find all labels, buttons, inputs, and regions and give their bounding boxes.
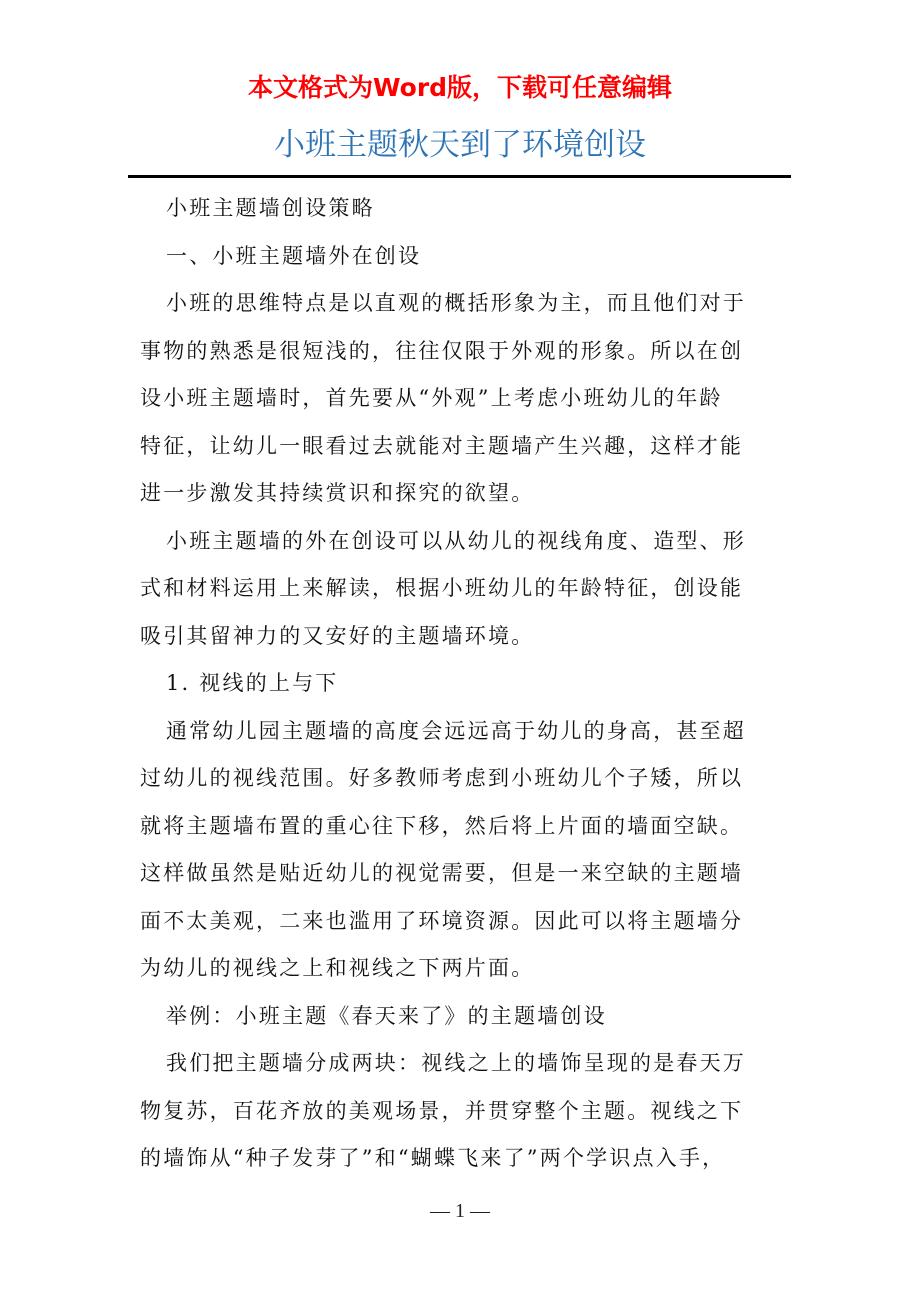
paragraph-line: 设小班主题墙时，首先要从“外观”上考虑小班幼儿的年龄 (140, 386, 723, 410)
paragraph-line: 就将主题墙布置的重心往下移，然后将上片面的墙面空缺。 (140, 813, 744, 838)
document-title: 小班主题秋天到了环境创设 (274, 127, 646, 163)
paragraph-line: 过幼儿的视线范围。好多教师考虑到小班幼儿个子矮，所以 (140, 766, 744, 790)
paragraph-line: 通常幼儿园主题墙的高度会远远高于幼儿的身高，甚至超 (166, 718, 746, 743)
paragraph-line: 面不太美观，二来也滥用了环境资源。因此可以将主题墙分 (140, 908, 744, 933)
paragraph-line: 这样做虽然是贴近幼儿的视觉需要，但是一来空缺的主题墙 (140, 861, 744, 885)
paragraph-line: 事物的熟悉是很短浅的，往往仅限于外观的形象。所以在创 (140, 338, 744, 363)
paragraph-line: 吸引其留神力的又安好的主题墙环境。 (140, 623, 535, 648)
document-body (140, 185, 785, 1183)
format-notice-banner: 本文格式为Word版，下载可任意编辑 (247, 73, 673, 102)
header-rule (128, 175, 791, 178)
example-heading: 举例：小班主题《春天来了》的主题墙创设 (166, 1003, 607, 1028)
section-heading: 小班主题墙创设策略 (166, 196, 375, 220)
paragraph-line: 我们把主题墙分成两块：视线之上的墙饰呈现的是春天万 (166, 1051, 746, 1075)
paragraph-line: 为幼儿的视线之上和视线之下两片面。 (140, 956, 535, 980)
numbered-heading: 1. 视线的上与下 (166, 671, 339, 695)
paragraph-line: 特征，让幼儿一眼看过去就能对主题墙产生兴趣，这样才能 (140, 433, 744, 458)
paragraph-line: 小班的思维特点是以直观的概括形象为主，而且他们对于 (166, 291, 746, 315)
paragraph-line: 进一步激发其持续赏识和探究的欲望。 (140, 481, 535, 505)
paragraph-line: 的墙饰从“种子发芽了”和“蝴蝶飞来了”两个学识点入手， (140, 1146, 726, 1170)
paragraph-line: 式和材料运用上来解读，根据小班幼儿的年龄特征，创设能 (140, 576, 744, 600)
subsection-heading: 一、小班主题墙外在创设 (166, 243, 422, 268)
page-number: — 1 — (430, 1200, 490, 1222)
paragraph-line: 小班主题墙的外在创设可以从幼儿的视线角度、造型、形 (166, 528, 746, 553)
paragraph-line: 物复苏，百花齐放的美观场景，并贯穿整个主题。视线之下 (140, 1098, 744, 1123)
